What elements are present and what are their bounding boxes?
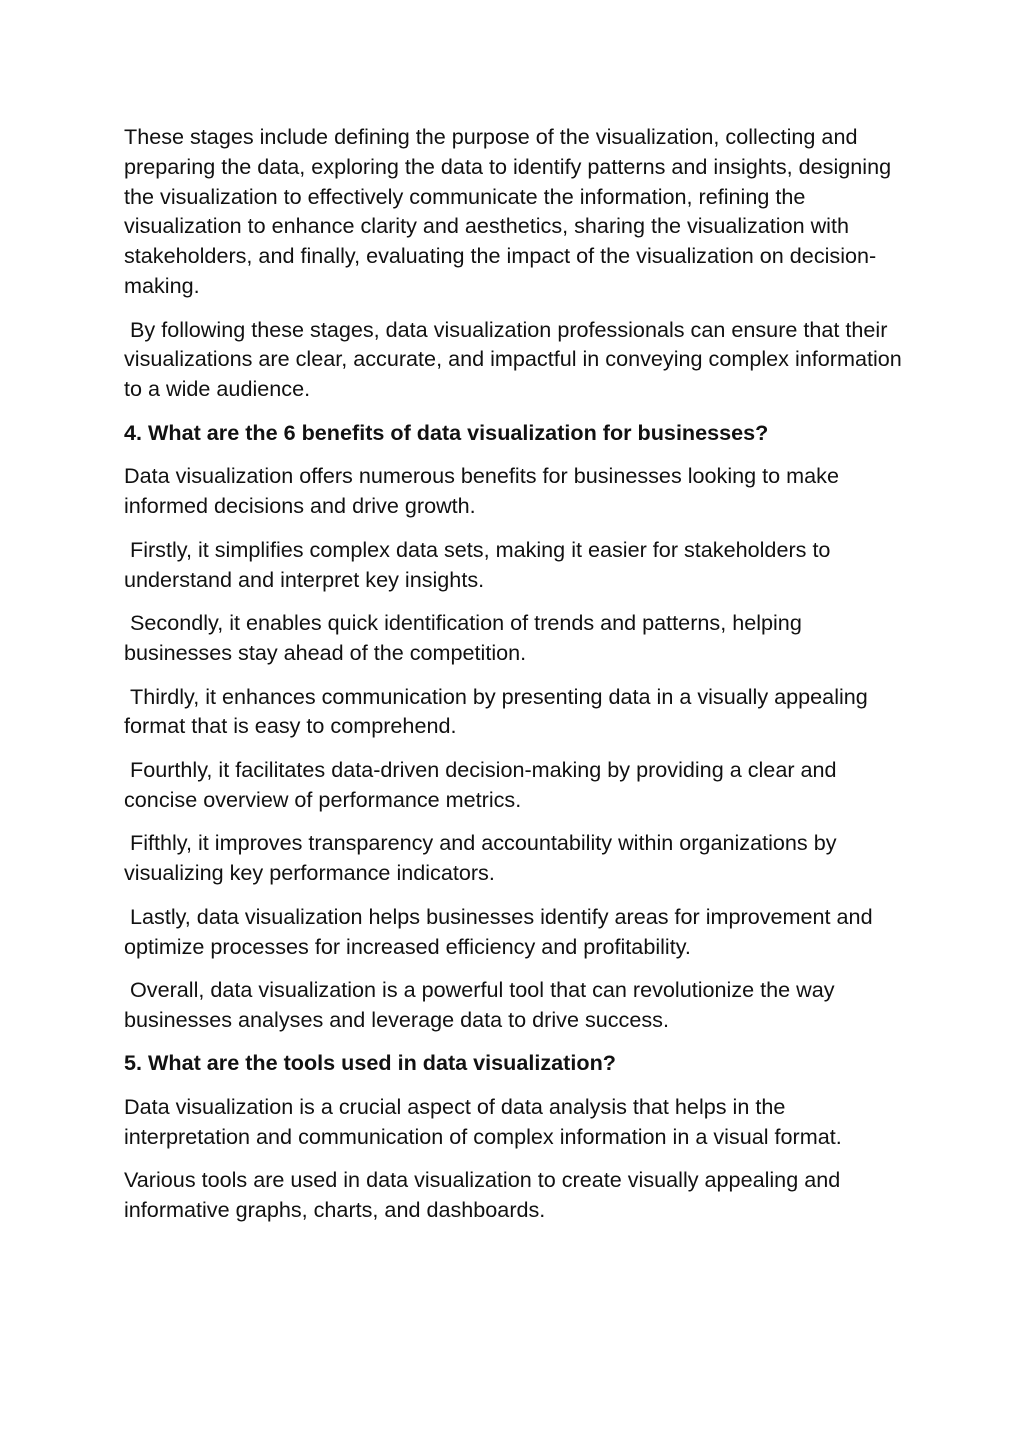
body-paragraph: Secondly, it enables quick identification of trends and patterns, helping businesses stay ahead of the competition. [124,610,808,665]
body-paragraph: Fourthly, it facilitates data-driven decision-making by providing a clear and concise overview of performance metrics. [124,756,843,812]
body-paragraph: Fifthly, it improves transparency and accountability within organizations by visualizing key performance indicators. [124,830,843,886]
body-paragraph: Lastly, data visualization helps businesses identify areas for improvement and optimize processes for increased efficiency and profitability. [124,903,879,959]
body-paragraph: These stages include defining the purpose of the visualization, collecting and preparing the data, exploring the data to identify patterns and insights, designing the visualization to effectively communicate the information, refining the visualization to enhance clarity and aesthetics, sharing the visualization with stakeholders, and finally, evaluating the impact of the visualization on decision-making. [124,124,898,298]
body-paragraph: Data visualization offers numerous benefits for businesses looking to make informed decisions and drive growth. [124,463,845,519]
document-page [124,122,914,1239]
body-paragraph: By following these stages, data visualization professionals can ensure that their visualizations are clear, accurate, and impactful in conveying complex information to a wide audience. [124,316,908,402]
body-paragraph: Firstly, it simplifies complex data sets, making it easier for stakeholders to understand and interpret key insights. [124,536,837,592]
body-paragraph: Thirdly, it enhances communication by presenting data in a visually appealing format that is easy to comprehend. [124,683,874,739]
body-paragraph: Various tools are used in data visualization to create visually appealing and informative graphs, charts, and dashboards. [124,1167,847,1223]
body-paragraph: Overall, data visualization is a powerful tool that can revolutionize the way businesses analyses and leverage data to drive success. [124,977,841,1032]
section-heading: 5. What are the tools used in data visualization? [124,1050,616,1076]
body-paragraph: Data visualization is a crucial aspect of data analysis that helps in the interpretation and communication of complex information in a visual format. [124,1094,842,1149]
section-heading: 4. What are the 6 benefits of data visualization for businesses? [124,419,769,445]
